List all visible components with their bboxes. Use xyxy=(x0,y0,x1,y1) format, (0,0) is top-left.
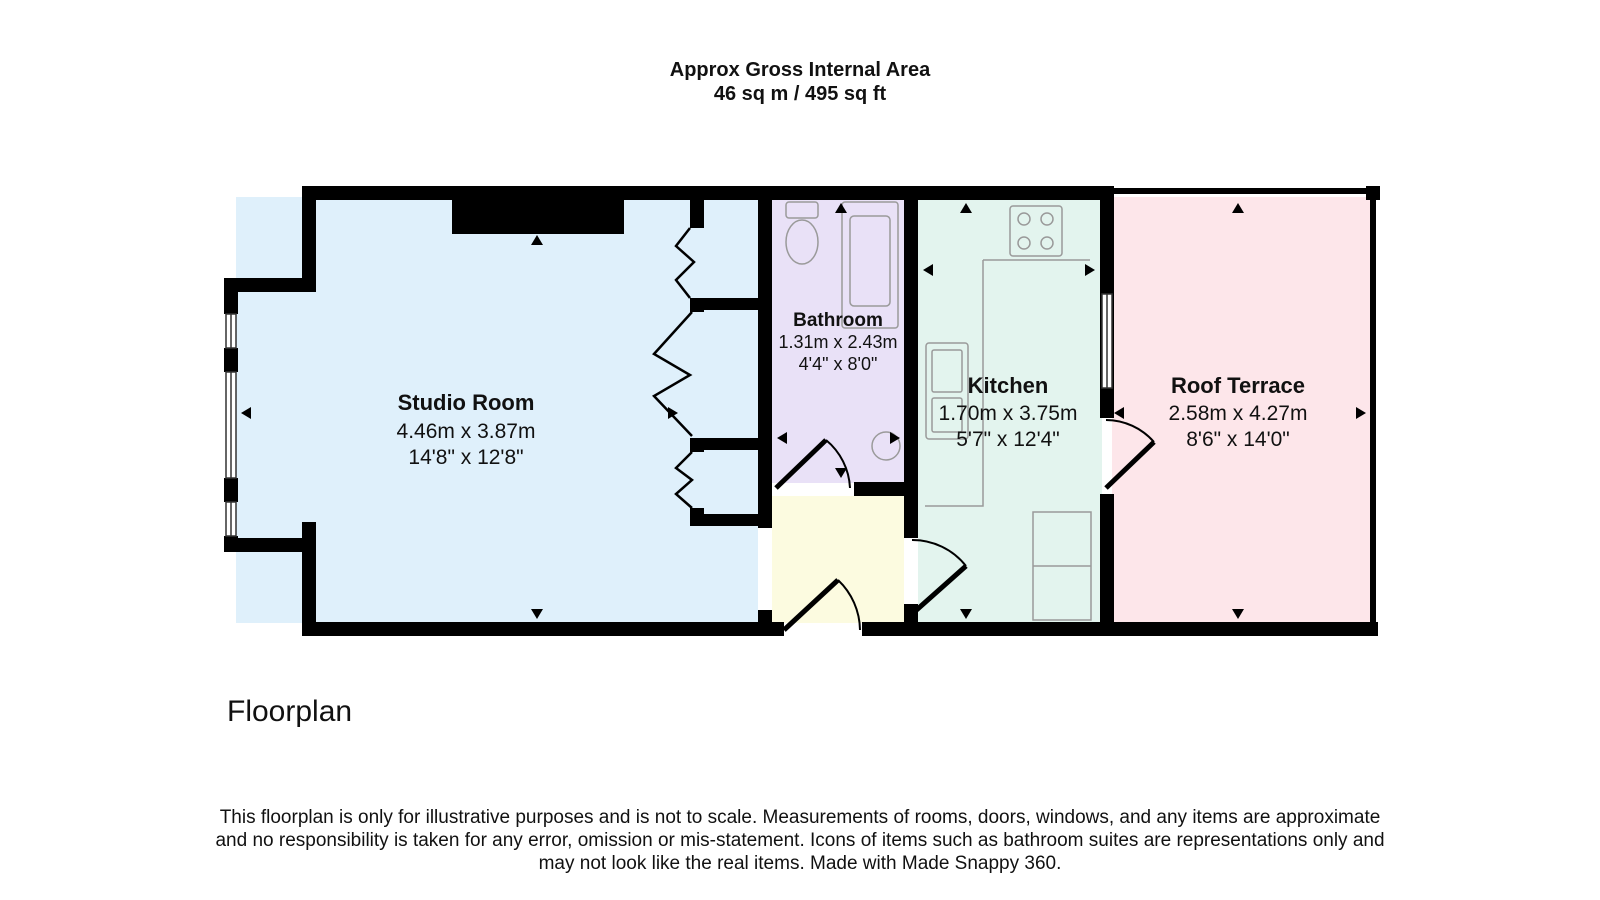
bathroom-metric: 1.31m x 2.43m xyxy=(778,332,898,352)
floorplan-label: Floorplan xyxy=(227,695,353,728)
kitchen-name: Kitchen xyxy=(967,373,1049,398)
area-title: Approx Gross Internal Area xyxy=(669,59,931,81)
wall-bathroom-left xyxy=(758,186,772,528)
terrace-boundary-top xyxy=(1106,188,1370,194)
terrace-boundary-right xyxy=(1370,190,1376,634)
kitchen-metric: 1.70m x 3.75m xyxy=(938,402,1078,425)
roof-terrace-metric: 2.58m x 4.27m xyxy=(1168,402,1308,425)
kitchen-imperial: 5'7" x 12'4" xyxy=(956,428,1060,451)
studio-room-metric: 4.46m x 3.87m xyxy=(396,420,536,443)
chimney-breast xyxy=(452,186,624,234)
disclaimer xyxy=(200,806,1400,875)
roof-terrace-name: Roof Terrace xyxy=(1170,373,1306,398)
disclaimer-line-3: may not look like the real items. Made with Made Snappy 360. xyxy=(538,853,1062,874)
bathroom-name: Bathroom xyxy=(793,310,883,331)
disclaimer-line-1: This floorplan is only for illustrative purposes and is not to scale. Measurements of rooms, doors, windows, and any items are approximate xyxy=(219,807,1381,828)
hall-floor xyxy=(772,496,904,623)
wall-bottom xyxy=(302,622,784,636)
area-value: 46 sq m / 495 sq ft xyxy=(713,83,887,105)
studio-room-name: Studio Room xyxy=(397,390,535,415)
bathroom-imperial: 4'4" x 8'0" xyxy=(798,354,878,374)
roof-terrace-imperial: 8'6" x 14'0" xyxy=(1186,428,1290,451)
disclaimer-line-2: and no responsibility is taken for any error, omission or mis-statement. Icons of items such as bathroom suites are representations only and xyxy=(215,830,1385,851)
studio-room-imperial: 14'8" x 12'8" xyxy=(408,446,524,469)
